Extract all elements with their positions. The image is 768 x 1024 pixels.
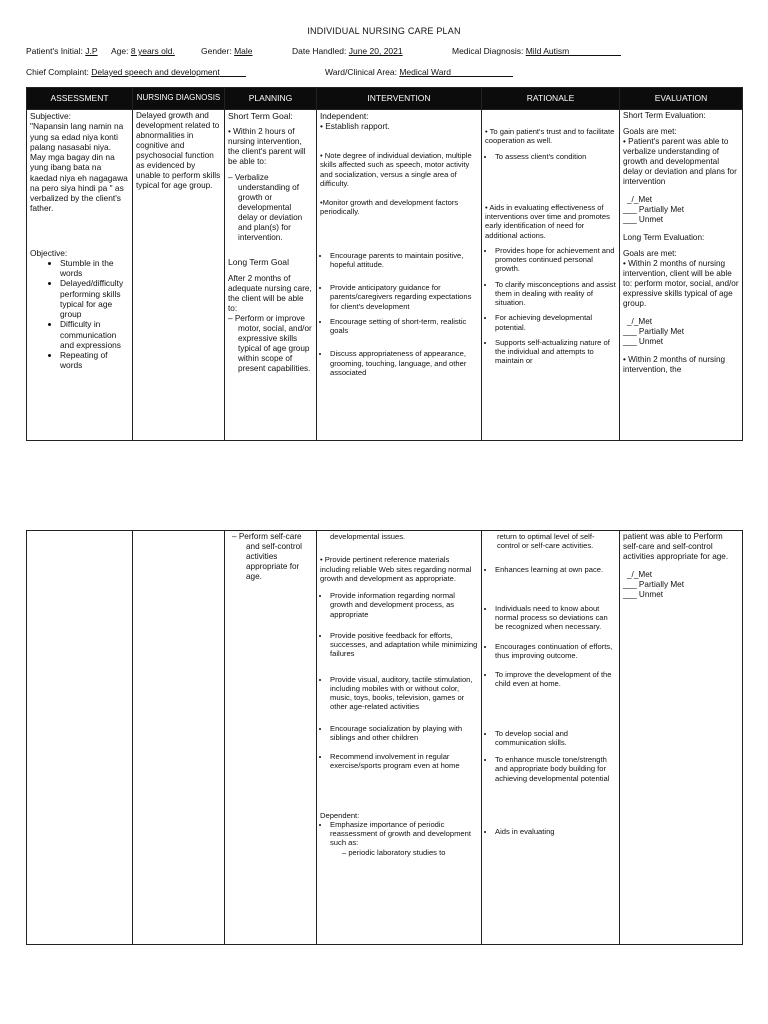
unmet-checkbox: ___ Unmet [623,215,664,224]
planning-cell-continued [225,531,317,945]
objective-item: • Repeating of words [60,350,129,371]
patient-age-row [111,46,175,56]
date-handled-row [292,46,403,56]
intervention-item: • Provide anticipatory guidance for parents/caregivers regarding expectations for client's development [330,283,478,311]
long-term-goal-label: Long Term Goal [228,257,289,268]
nursing-diagnosis-text: Delayed growth and development related to abnormalities in cognitive and psychosocial function as evidenced by unable to perform skills typical for age group. [136,111,221,190]
intervention-item: • Provide positive feedback for efforts, successes, and adaptation while minimizing failures [330,631,478,659]
chief-complaint: Delayed speech and development [91,67,220,77]
rationale-cell-continued [482,531,620,945]
short-term-goal-intro: • Within 2 hours of nursing intervention, the client's parent will be able to: [228,127,306,167]
intervention-item: • Emphasize importance of periodic reassessment of growth and development such as: [330,820,478,848]
partially-met-checkbox: ___ Partially Met [623,205,684,214]
met-checkbox: _/_Met [627,317,653,326]
nursing-diagnosis-cell [133,110,225,441]
chief-complaint-row [26,67,246,77]
header-assessment: ASSESSMENT [27,88,133,110]
chief-complaint-blank [220,67,246,77]
evaluation-text: • Within 2 months of nursing intervention, the [623,355,726,374]
rationale-item: • Encourages continuation of efforts, thus improving outcome. [495,642,616,661]
dependent-list [320,820,478,848]
objective-item: • Delayed/difficulty performing skills typical for age group [60,278,129,319]
long-term-goal-item: – Perform self-care and self-control activities appropriate for age. [232,532,302,581]
patient-gender: Male [234,46,253,56]
rationale-item: • Aids in evaluating effectiveness of interventions over time and promotes early identification of need for additional actions. [485,202,610,240]
header-evaluation: EVALUATION [620,88,743,110]
header-nursing-diagnosis: NURSING DIAGNOSIS [133,88,225,110]
header-planning: PLANNING [225,88,317,110]
planning-cell [225,110,317,441]
short-term-goal-item: – Verbalize understanding of growth or developmental delay or deviation and plan(s) for intervention. [228,173,303,243]
rationale-cell [482,110,620,441]
assessment-cell-continued [27,531,133,945]
unmet-checkbox: ___ Unmet [623,337,664,346]
patient-initial-row [26,46,98,56]
rationale-item: • To enhance muscle tone/strength and appropriate body building for achieving developmental potential [495,755,616,783]
independent-label: Independent: [320,111,369,121]
patient-initial-label: Patient's Initial: [26,46,83,56]
met-checkbox: _/_Met [627,570,653,579]
long-term-goal-item: – Perform or improve motor, social, and/or expressive skills typical of age group within scope of present capabilities. [228,313,312,373]
ward-label: Ward/Clinical Area: [325,67,397,77]
partially-met-checkbox: ___ Partially Met [623,327,684,336]
patient-initial: J.P [85,46,98,56]
rationale-item: • Enhances learning at own pace. [495,565,616,574]
intervention-item: • Note degree of individual deviation, multiple skills affected such as speech, motor activity and socialization, versus a single area of difficulty. [320,151,472,188]
subjective-label: Subjective: [30,111,71,121]
intervention-list [320,591,478,771]
rationale-item: • To develop social and communication skills. [495,729,616,748]
evaluation-text: patient was able to Perform self-care and self-control activities appropriate for age. [623,532,729,561]
rationale-item: • Provides hope for achievement and promotes continued personal growth. [495,246,616,274]
intervention-item: • Establish rapport. [320,121,390,132]
partially-met-checkbox: ___ Partially Met [623,580,684,589]
date-handled-label: Date Handled: [292,46,347,56]
ward-blank [451,67,513,77]
patient-gender-label: Gender: [201,46,232,56]
dependent-label: Dependent: [320,810,360,820]
rationale-item: • To clarify misconceptions and assist them in dealing with reality of situation. [495,280,616,308]
rationale-list [485,152,616,161]
header-intervention: INTERVENTION [317,88,482,110]
intervention-item: • Encourage parents to maintain positive, hopeful attitude. [330,251,478,270]
rationale-item: • To improve the development of the child even at home. [495,670,616,689]
rationale-item: • To assess client's condition [495,152,616,161]
objective-item: • Difficulty in communication and expressions [60,319,129,350]
rationale-item: • Individuals need to know about normal process so deviations can be recognized when necessary. [495,604,616,632]
intervention-item: • Encourage setting of short-term, realistic goals [330,317,478,336]
long-term-evaluation-label: Long Term Evaluation: [623,233,705,242]
patient-gender-row [201,46,253,56]
rationale-list [485,246,616,366]
rationale-item: return to optimal level of self-control or self-care activities. [497,532,595,551]
chief-complaint-label: Chief Complaint: [26,67,89,77]
medical-diagnosis-row [452,46,621,56]
intervention-item: • Provide information regarding normal growth and development process, as appropriate [330,591,478,619]
assessment-cell [27,110,133,441]
evaluation-text: • Within 2 months of nursing intervention, client will be able to: perform motor, social, and/or expressive skills typical of age group. [623,259,739,308]
patient-age: 8 years old. [130,46,175,56]
intervention-item: •Monitor growth and development factors periodically. [320,198,459,217]
medical-diagnosis-label: Medical Diagnosis: [452,46,524,56]
rationale-item: • To gain patient's trust and to facilitate cooperation as well. [485,127,615,146]
intervention-list [320,251,478,378]
rationale-item: • For achieving developmental potential. [495,313,616,332]
goals-met-label: Goals are met: [623,127,677,136]
goals-met-label: Goals are met: [623,249,677,258]
intervention-item: • Provide pertinent reference materials including reliable Web sites regarding normal growth and development as appropriate. [320,555,472,583]
patient-age-label: Age: [111,46,129,56]
rationale-item: • Aids in evaluating [495,827,616,836]
intervention-item: • Recommend involvement in regular exercise/sports program even at home [330,752,478,771]
date-handled: June 20, 2021 [348,46,403,56]
nursing-diagnosis-cell-continued [133,531,225,945]
care-plan-table-page2 [26,530,743,945]
ward: Medical Ward [399,67,451,77]
long-term-goal-intro: After 2 months of adequate nursing care, the client will be able to: [228,273,312,313]
intervention-cell-continued [317,531,482,945]
subjective-text: "Napansin lang namin na yung sa edad niya konti palang nasasabi niya. May mga bagay din na yung ibang bata na kaedad niya eh nagagawa na pero siya hindi pa " as verbalized by the client's father. [30,121,128,214]
evaluation-text: • Patient's parent was able to verbalize understanding of growth and developmental delay or deviation and plans for intervention [623,137,737,186]
intervention-item: – periodic laboratory studies to [342,847,446,857]
header-rationale: RATIONALE [482,88,620,110]
page-title: INDIVIDUAL NURSING CARE PLAN [307,26,461,36]
medical-diagnosis-blank [569,46,621,56]
ward-row [325,67,513,77]
intervention-item: • Provide visual, auditory, tactile stimulation, including mobiles with or without color, music, toys, books, television, games or other age-related activities [330,675,478,712]
intervention-item: • Encourage socialization by playing with siblings and other children [330,724,478,743]
objective-item: • Stumble in the words [60,258,129,279]
objective-list [30,258,129,371]
objective-label: Objective: [30,247,68,258]
intervention-cell [317,110,482,441]
evaluation-cell-continued [620,531,743,945]
intervention-item: • Discuss appropriateness of appearance, grooming, touching, language, and other associated [330,349,478,377]
rationale-item: • Supports self-actualizing nature of the individual and attempts to maintain or [495,338,616,366]
short-term-goal-label: Short Term Goal: [228,111,293,121]
met-checkbox: _/_Met [627,195,653,204]
evaluation-cell [620,110,743,441]
rationale-list [485,565,616,837]
intervention-item: developmental issues. [330,532,406,541]
medical-diagnosis: Mild Autism [525,46,570,56]
short-term-evaluation-label: Short Term Evaluation: [623,111,706,120]
care-plan-table-page1 [26,87,743,441]
unmet-checkbox: ___ Unmet [623,590,664,599]
